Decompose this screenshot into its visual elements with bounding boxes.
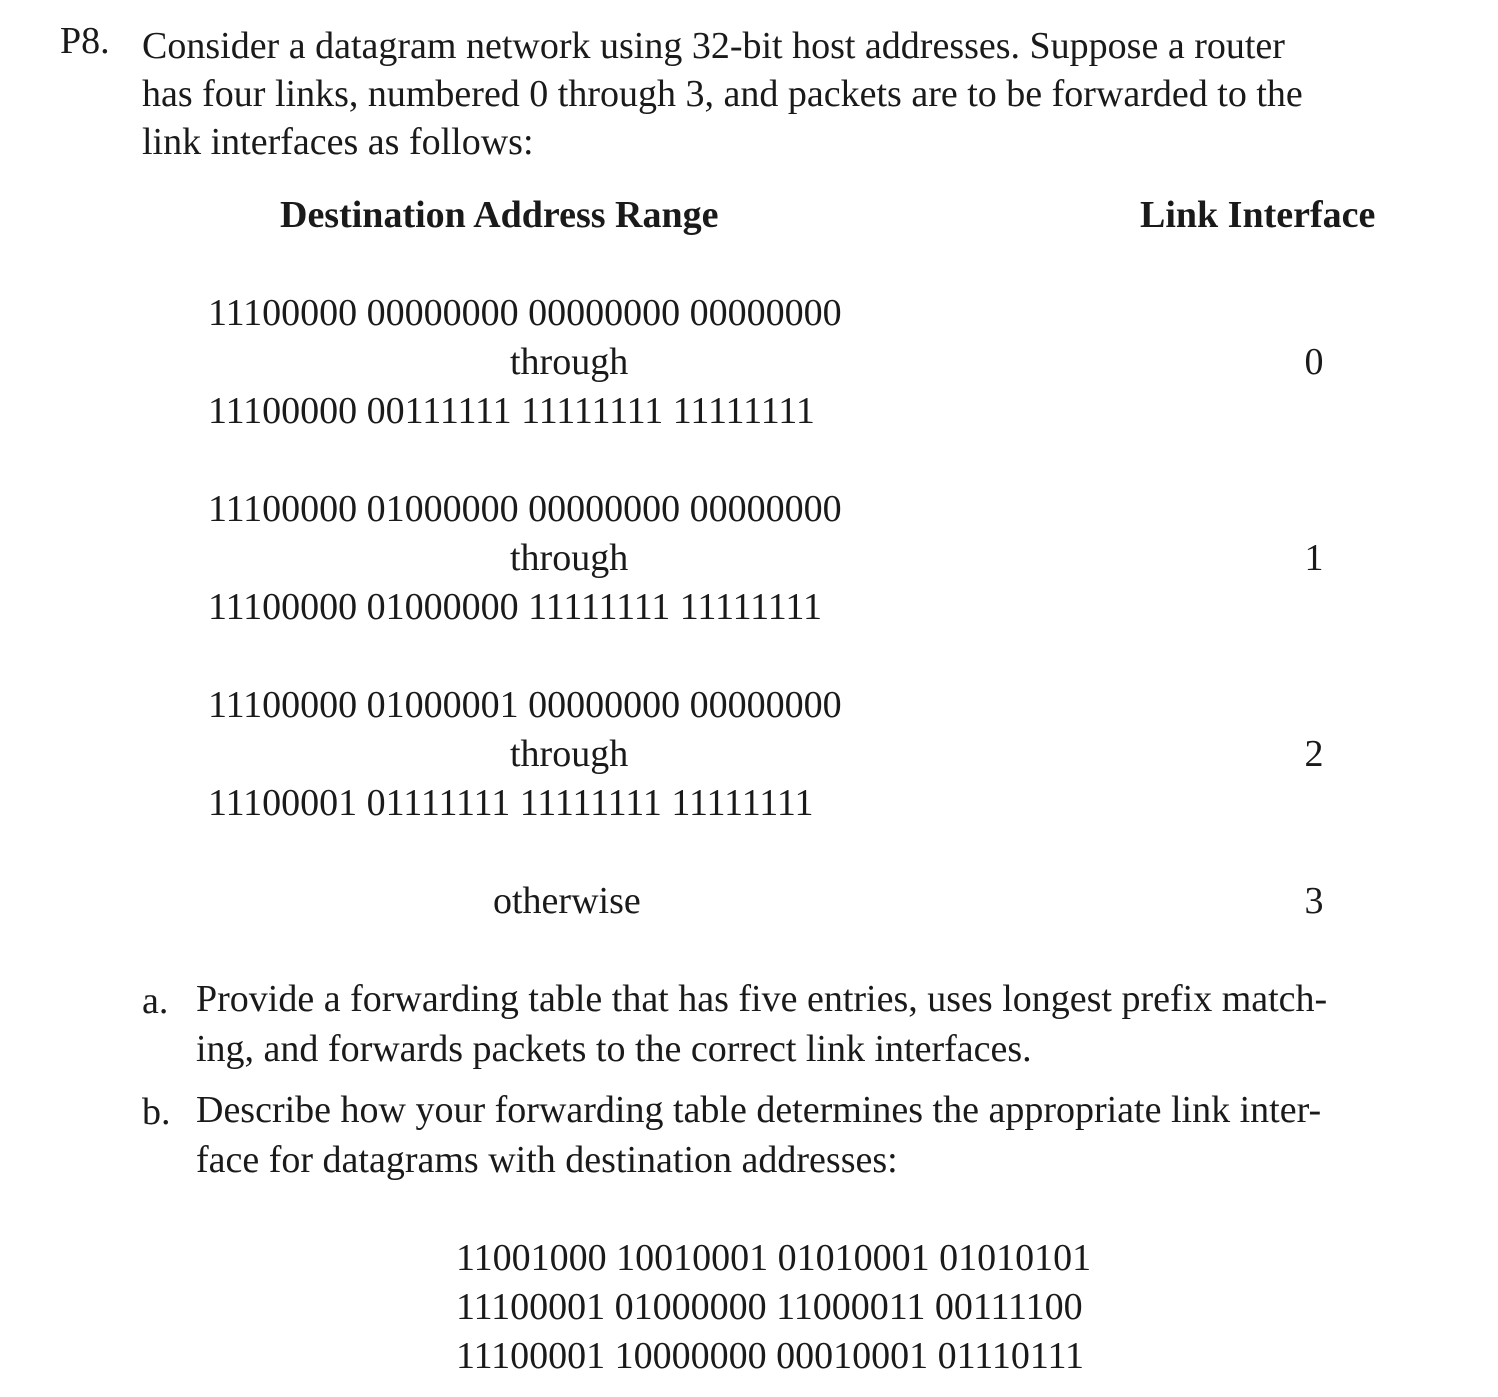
intro-line: link interfaces as follows: <box>142 121 534 163</box>
range-start-address: 11100000 01000000 00000000 00000000 <box>208 488 842 530</box>
problem-number: P8. <box>60 20 110 62</box>
link-interface-value: 1 <box>1304 537 1324 579</box>
destination-range-header: Destination Address Range <box>280 194 719 236</box>
destination-address: 11100001 01000000 11000011 00111100 <box>456 1286 1083 1328</box>
part-a-text <box>196 974 1327 1074</box>
part-a-line: Provide a forwarding table that has five entries, uses longest prefix match- <box>196 978 1328 1020</box>
otherwise-label: otherwise <box>493 880 641 922</box>
link-interface-value: 2 <box>1304 733 1324 775</box>
range-start-address: 11100000 00000000 00000000 00000000 <box>208 292 842 334</box>
link-interface-value: 0 <box>1304 341 1324 383</box>
range-through-label: through <box>510 733 629 775</box>
range-start-address: 11100000 01000001 00000000 00000000 <box>208 684 842 726</box>
destination-address: 11001000 10010001 01010001 01010101 <box>456 1237 1092 1279</box>
part-a-label: a. <box>142 980 169 1022</box>
intro-line: has four links, numbered 0 through 3, and packets are to be forwarded to the <box>142 73 1303 115</box>
range-end-address: 11100001 01111111 11111111 11111111 <box>208 782 814 824</box>
problem-intro <box>142 22 1442 166</box>
range-end-address: 11100000 00111111 11111111 11111111 <box>208 390 815 432</box>
intro-line: Consider a datagram network using 32-bit host addresses. Suppose a router <box>142 25 1285 67</box>
part-b-label: b. <box>142 1091 171 1133</box>
link-interface-value: 3 <box>1304 880 1324 922</box>
part-b-line: Describe how your forwarding table determines the appropriate link inter- <box>196 1089 1322 1131</box>
part-a-line: ing, and forwards packets to the correct link interfaces. <box>196 1028 1032 1070</box>
range-through-label: through <box>510 341 629 383</box>
destination-address: 11100001 10000000 00010001 01110111 <box>456 1335 1085 1377</box>
part-b-line: face for datagrams with destination addresses: <box>196 1139 898 1181</box>
part-b-text <box>196 1085 1321 1185</box>
range-end-address: 11100000 01000000 11111111 11111111 <box>208 586 822 628</box>
link-interface-header: Link Interface <box>1140 194 1376 236</box>
range-through-label: through <box>510 537 629 579</box>
